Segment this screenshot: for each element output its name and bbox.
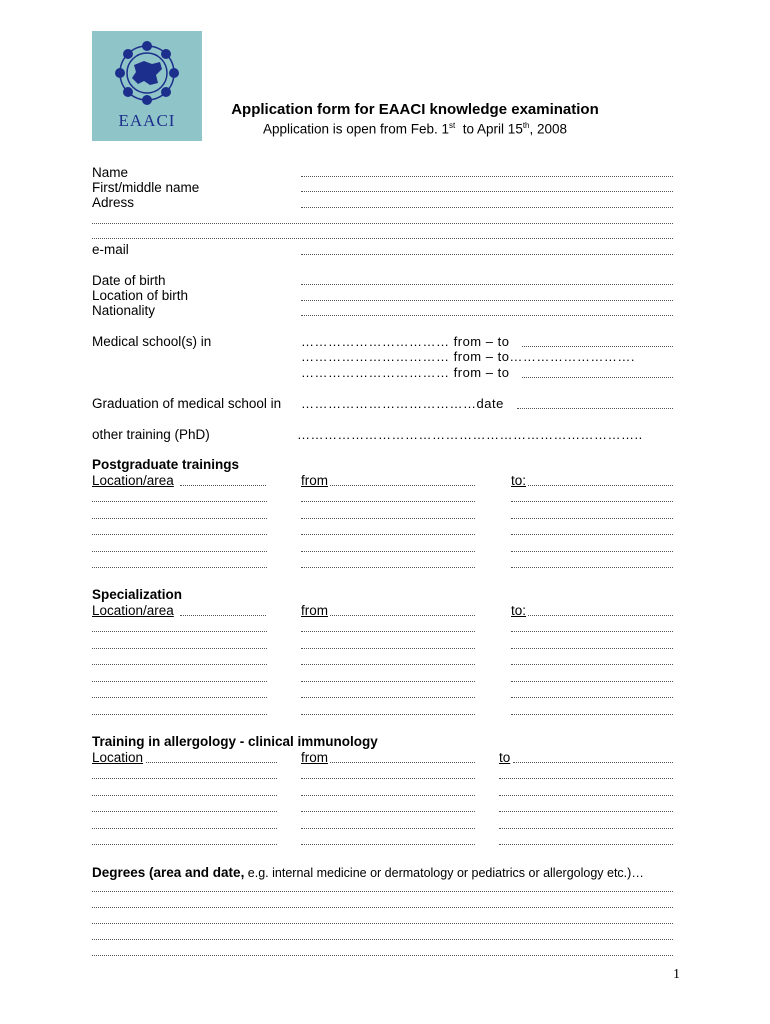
first-middle-label: First/middle name xyxy=(92,180,200,195)
address-field[interactable] xyxy=(301,207,673,208)
postgrad-row-field[interactable] xyxy=(92,501,267,502)
allergology-from-field[interactable] xyxy=(330,762,475,763)
postgrad-row-field[interactable] xyxy=(511,551,673,552)
dob-label: Date of birth xyxy=(92,273,166,288)
allergology-row-field[interactable] xyxy=(92,811,277,812)
allergology-row-field[interactable] xyxy=(92,828,277,829)
allergology-col-from: from xyxy=(301,750,328,765)
degrees-row-field[interactable] xyxy=(92,955,673,956)
medical-school-line[interactable]: …………………………… from – to xyxy=(301,365,510,380)
page-title xyxy=(0,101,770,137)
pob-field[interactable] xyxy=(301,300,673,301)
allergology-row-field[interactable] xyxy=(499,778,673,779)
postgrad-row-field[interactable] xyxy=(92,534,267,535)
allergology-row-field[interactable] xyxy=(301,844,475,845)
specialization-heading: Specialization xyxy=(92,587,183,602)
name-label: Name xyxy=(92,165,129,180)
postgrad-row-field[interactable] xyxy=(301,518,475,519)
postgrad-row-field[interactable] xyxy=(511,518,673,519)
nationality-field[interactable] xyxy=(301,315,673,316)
specialization-row-field[interactable] xyxy=(92,697,267,698)
specialization-row-field[interactable] xyxy=(511,681,673,682)
allergology-row-field[interactable] xyxy=(92,795,277,796)
postgrad-col-location: Location/area xyxy=(92,473,174,488)
name-field[interactable] xyxy=(301,176,673,177)
other-training-field[interactable]: ………………………………………………………………….. xyxy=(297,427,643,442)
allergology-col-location: Location xyxy=(92,750,144,765)
form-subtitle: Application is open from Feb. 1st to April 15th, 2008 xyxy=(262,121,568,137)
postgrad-row-field[interactable] xyxy=(511,567,673,568)
postgrad-row-field[interactable] xyxy=(511,501,673,502)
medical-school-label: Medical school(s) in xyxy=(92,334,212,349)
first-middle-field[interactable] xyxy=(301,191,673,192)
allergology-row-field[interactable] xyxy=(499,844,673,845)
specialization-row-field[interactable] xyxy=(511,714,673,715)
postgrad-row-field[interactable] xyxy=(301,551,475,552)
specialization-to-field[interactable] xyxy=(528,615,673,616)
specialization-col-from: from xyxy=(301,603,328,618)
specialization-row-field[interactable] xyxy=(511,631,673,632)
degrees-row-field[interactable] xyxy=(92,923,673,924)
dob-field[interactable] xyxy=(301,284,673,285)
postgrad-row-field[interactable] xyxy=(301,567,475,568)
allergology-row-field[interactable] xyxy=(301,778,475,779)
specialization-row-field[interactable] xyxy=(511,648,673,649)
postgrad-row-field[interactable] xyxy=(92,567,267,568)
medical-school-line[interactable]: …………………………… from – to xyxy=(301,334,510,349)
graduation-line[interactable]: …………………………………date xyxy=(301,396,504,411)
medical-school-to-field[interactable] xyxy=(522,346,673,347)
other-training-label: other training (PhD) xyxy=(92,427,210,442)
specialization-row-field[interactable] xyxy=(301,664,475,665)
email-label: e-mail xyxy=(92,242,129,257)
postgrad-row-field[interactable] xyxy=(301,501,475,502)
postgrad-location-field[interactable] xyxy=(180,485,266,486)
specialization-row-field[interactable] xyxy=(301,697,475,698)
specialization-row-field[interactable] xyxy=(301,714,475,715)
specialization-row-field[interactable] xyxy=(301,681,475,682)
specialization-row-field[interactable] xyxy=(92,681,267,682)
logo-text: EAACI xyxy=(118,111,176,130)
allergology-heading: Training in allergology - clinical immunology xyxy=(92,734,378,749)
specialization-from-field[interactable] xyxy=(330,615,475,616)
postgrad-row-field[interactable] xyxy=(511,534,673,535)
address-field-2[interactable] xyxy=(92,223,673,224)
allergology-to-field[interactable] xyxy=(513,762,673,763)
graduation-label: Graduation of medical school in xyxy=(92,396,282,411)
postgrad-heading: Postgraduate trainings xyxy=(92,457,240,472)
specialization-row-field[interactable] xyxy=(301,648,475,649)
allergology-row-field[interactable] xyxy=(301,795,475,796)
address-field-3[interactable] xyxy=(92,238,673,239)
postgrad-to-field[interactable] xyxy=(528,485,673,486)
postgrad-from-field[interactable] xyxy=(330,485,475,486)
specialization-col-to: to: xyxy=(511,603,527,618)
address-label: Adress xyxy=(92,195,135,210)
email-field[interactable] xyxy=(301,254,673,255)
medical-school-line[interactable]: …………………………… from – to………………………. xyxy=(301,349,636,364)
europe-star-emblem xyxy=(92,31,202,111)
degrees-heading: Degrees (area and date, e.g. internal medicine or dermatology or pediatrics or allergology etc.)… xyxy=(92,865,644,880)
allergology-row-field[interactable] xyxy=(499,811,673,812)
allergology-location-field[interactable] xyxy=(146,762,277,763)
specialization-row-field[interactable] xyxy=(511,664,673,665)
postgrad-col-from: from xyxy=(301,473,328,488)
specialization-row-field[interactable] xyxy=(301,631,475,632)
graduation-date-field[interactable] xyxy=(517,408,673,409)
postgrad-row-field[interactable] xyxy=(92,551,267,552)
degrees-row-field[interactable] xyxy=(92,891,673,892)
specialization-row-field[interactable] xyxy=(92,631,267,632)
allergology-col-to: to xyxy=(499,750,511,765)
form-title: Application form for EAACI knowledge examination xyxy=(231,101,599,118)
nationality-label: Nationality xyxy=(92,303,156,318)
specialization-row-field[interactable] xyxy=(92,664,267,665)
specialization-location-field[interactable] xyxy=(180,615,266,616)
degrees-row-field[interactable] xyxy=(92,907,673,908)
allergology-row-field[interactable] xyxy=(92,844,277,845)
postgrad-row-field[interactable] xyxy=(92,518,267,519)
allergology-row-field[interactable] xyxy=(301,811,475,812)
pob-label: Location of birth xyxy=(92,288,189,303)
specialization-col-location: Location/area xyxy=(92,603,174,618)
medical-school-to-field[interactable] xyxy=(522,377,673,378)
allergology-row-field[interactable] xyxy=(499,828,673,829)
degrees-row-field[interactable] xyxy=(92,939,673,940)
specialization-row-field[interactable] xyxy=(511,697,673,698)
allergology-row-field[interactable] xyxy=(301,828,475,829)
allergology-row-field[interactable] xyxy=(92,778,277,779)
postgrad-row-field[interactable] xyxy=(301,534,475,535)
page-number: 1 xyxy=(673,967,680,982)
specialization-row-field[interactable] xyxy=(92,714,267,715)
postgrad-col-to: to: xyxy=(511,473,527,488)
allergology-row-field[interactable] xyxy=(499,795,673,796)
specialization-row-field[interactable] xyxy=(92,648,267,649)
